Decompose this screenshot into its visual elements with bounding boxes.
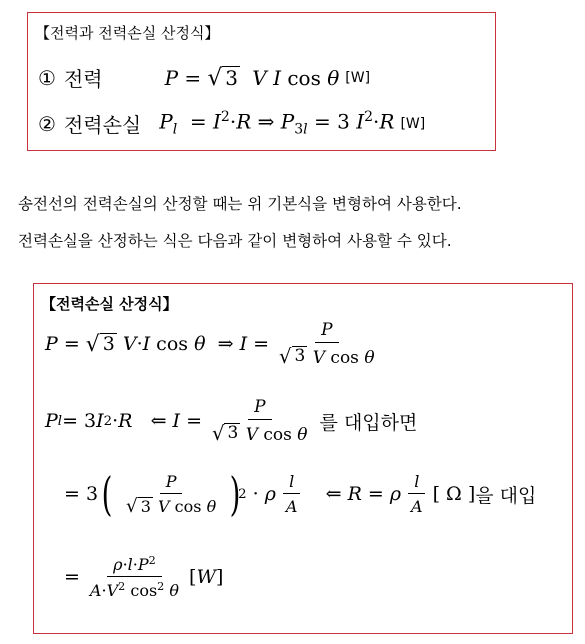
formula-loss-row	[38, 109, 425, 138]
item2-number: ②	[38, 111, 56, 136]
power-formula: P = √ 3 V I cos θ	[164, 64, 340, 91]
item2-unit: [W]	[400, 115, 426, 132]
equation-line-2: P l = 3 I 2 · R ⇐ I = P √ 3 V cos θ 를 대입하면	[45, 397, 418, 445]
loss-formula-title: 【전력손실 산정식】	[41, 295, 178, 313]
basic-formula-box	[27, 12, 496, 151]
loss-formula: $P_l = I^2\cdot R$ ⇒ $P_{3l} = 3$ $I^2\cdot R$	[159, 109, 395, 138]
paragraph-line-1: 송전선의 전력손실의 산정할 때는 위 기본식을 변형하여 사용한다.	[18, 195, 462, 213]
basic-formula-title: 【전력과 전력손실 산정식】	[35, 24, 220, 42]
substitute-text-2: 을 대입	[475, 484, 537, 507]
equation-line-3: = 3 ( P √ 3 V cos θ ) 2 · ρ $\frac{l}{A}$ ⇐ R = ρ $\frac{l}{A}$ [ Ω ] 을 대입	[64, 467, 537, 521]
item2-label: 전력손실	[63, 113, 142, 137]
item1-number: ①	[38, 65, 56, 90]
loss-formula-box	[33, 283, 573, 634]
equation-line-1: P = √ 3 V · I cos θ ⇒ I = P √ 3 V cos θ	[45, 320, 375, 368]
formula-power-row	[38, 63, 370, 92]
substitute-text-1: 를 대입하면	[319, 411, 418, 434]
equation-line-4: = $\frac{\rho\cdot l\cdot P^2}{A\cdot V^2 \cos^2 \theta}$ [ W ]	[64, 554, 224, 601]
item1-unit: [W]	[345, 69, 371, 86]
item1-label: 전력	[63, 67, 103, 91]
paragraph-line-2: 전력손실을 산정하는 식은 다음과 같이 변형하여 사용할 수 있다.	[18, 232, 452, 250]
